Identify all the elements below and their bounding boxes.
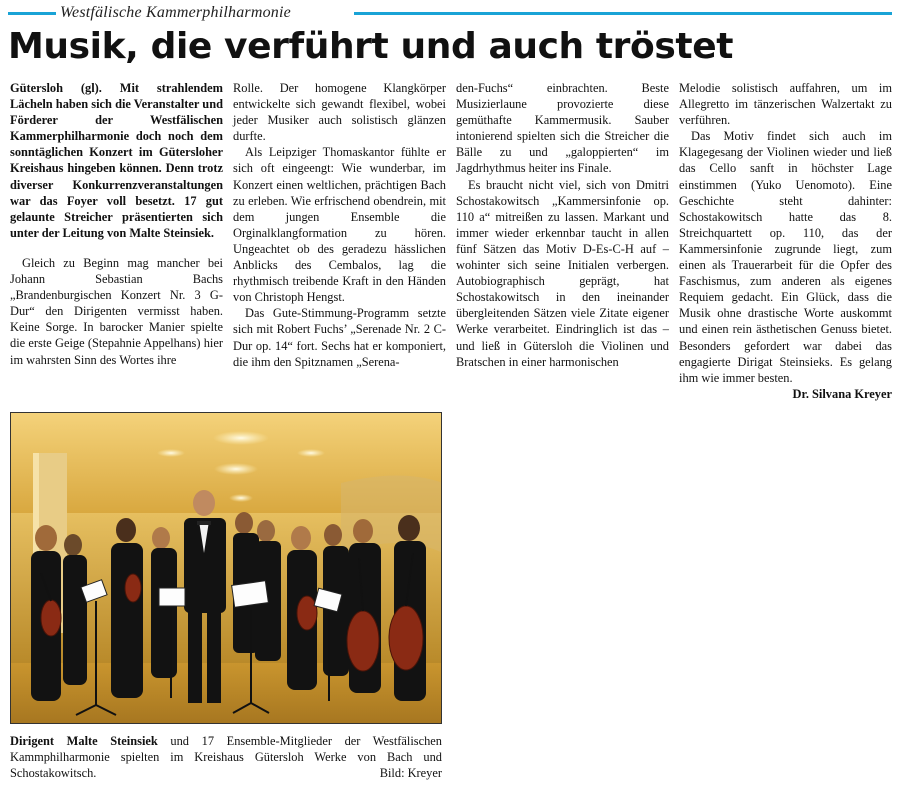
kicker: Westfälische Kammerphilharmonie — [60, 4, 291, 21]
kicker-rule-right — [354, 12, 892, 15]
ensemble-photo-illustration — [11, 413, 442, 724]
article-column-4 — [679, 80, 892, 402]
body-paragraph: Es braucht nicht viel, sich von Dmitri Schostakowitsch „Kammersinfonie op. 110 a“ mitreißen zu lassen. Markant und immer wieder erkennbar taucht in allen fünf Sätzen das Motiv D-Es-C-H auf – wohinter sich seine Initialen verbergen. Autobiographisch geprägt, hat Schostakowitsch in den ineinander übergleitenden Sätzen viele Zitate eigener Werke verarbeitet. Eindringlich ist das – und ließ in Gütersloh die Violinen und Bratschen in einer harmonischen — [456, 177, 669, 369]
article-column-2 — [233, 80, 446, 370]
article-column-1 — [10, 80, 223, 368]
concert-photo — [10, 412, 442, 724]
body-paragraph: Rolle. Der homogene Klangkörper entwickelte sich gewandt flexibel, wobei jeder Musiker auch solistisch glänzen durfte. — [233, 81, 446, 144]
photo-caption — [10, 733, 442, 781]
body-paragraph: Als Leipziger Thomaskantor fühlte er sich oft eingeengt: Wie wunderbar, im Konzert einen weltlichen, prächtigen Bach zu erleben. Wie erfrischend obendrein, mit dem jungen Ensemble die Orginalklangformation zu hören. Ungeachtet ob des geradezu hässlichen Anblicks des Cembalos, lag die rhythmisch treibende Kraft in den Händen von Christoph Hengst. — [233, 145, 446, 305]
body-paragraph — [679, 128, 892, 401]
lead-paragraph: Gütersloh (gl). Mit strahlendem Lächeln haben sich die Veranstalter und Förderer der Westfälischen Kammerphilharmonie doch noch dem sonntäglichen Konzert im Gütersloher Kreishaus hingeben können. Denn trotz diverser Konkurrenzveranstaltungen war das Foyer voll besetzt. 17 gut gelaunte Streicher präsentierten sich unter der Leitung von Malte Steinsiek. — [10, 81, 223, 240]
kicker-row — [8, 4, 892, 22]
last-paragraph-text: Das Motiv findet sich auch im Klagegesang der Violinen wieder und ließ das Cello sanft in höchster Lage einstimmen (Yuko Uenomoto). Eine Geschichte steht dahinter: Schostakowitsch hatte das 8. Streichquartett op. 110, das der Kammersinfonie zugrunde liegt, zum einen als Trauerarbeit für die Opfer des Faschismus, zum anderen als eigenes Requiem gedacht. Ein Glück, dass die Musik ohne drastische Worte auskommt und einen rein ästhetischen Genuss bietet. Besonders gefordert war dabei das engagierte Dirigat Steinsieks. Es gelang ihm wie immer besten. — [679, 129, 892, 385]
article-column-3 — [456, 80, 669, 370]
body-paragraph: Melodie solistisch auffahren, um im Allegretto im tänzerischen Walzertakt zu verführen. — [679, 81, 892, 128]
caption-lead: Dirigent Malte Steinsiek — [10, 734, 158, 748]
kicker-rule-left — [8, 12, 56, 15]
photo-credit: Bild: Kreyer — [379, 766, 442, 780]
headline: Musik, die verführt und auch tröstet — [8, 26, 734, 67]
body-paragraph: Das Gute-Stimmung-Programm setzte sich mit Robert Fuchs’ „Serenade Nr. 2 C-Dur op. 14“ fort. Sechs hat er komponiert, die ihm den Spitznamen „Serena- — [233, 306, 446, 369]
body-paragraph: den-Fuchs“ einbrachten. Beste Musizierlaune provozierte diese gemüthafte Kammermusik. Sauber intonierend spielten sich die Streicher die Bälle zu und „galoppierten“ im Jagdrhythmus heiter ins Finale. — [456, 81, 669, 176]
author-byline: Dr. Silvana Kreyer — [792, 386, 892, 401]
body-paragraph: Gleich zu Beginn mag mancher bei Johann Sebastian Bachs „Brandenburgischen Konzert Nr. 3 G-Dur“ den Dirigenten vermisst haben. Keine Sorge. In barocker Manier spielte die erste Geige (Stepahnie Appelhans) hier im wahrsten Sinn des Wortes ihre — [10, 255, 223, 367]
caption-text: und 17 Ensemble-Mitglieder der Westfälischen Kammphilharmonie spielten im Kreishaus Gütersloh Werke von Bach und Schostakowitsch. — [10, 734, 442, 780]
